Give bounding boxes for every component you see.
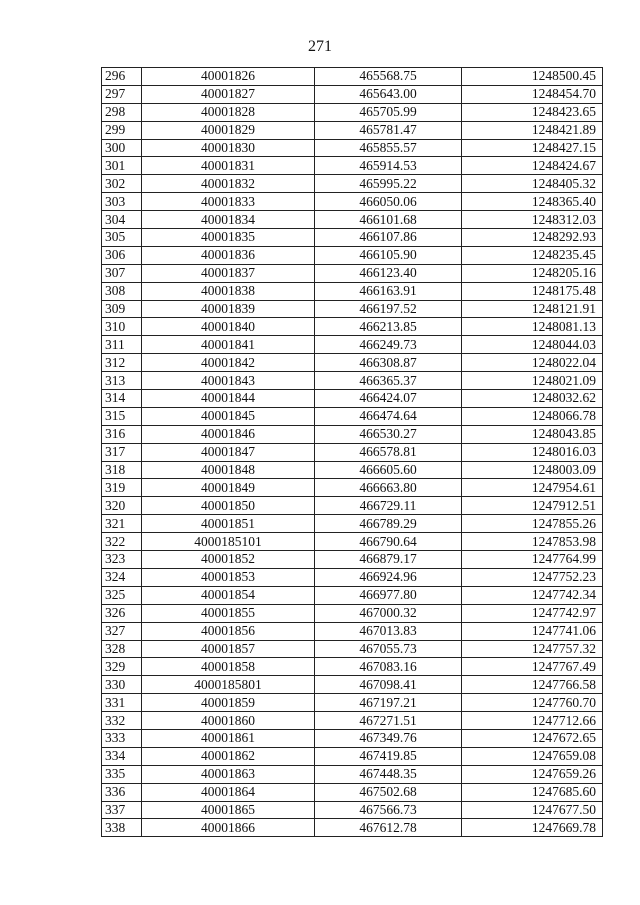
y-coordinate-cell: 1247853.98 [462,533,603,551]
row-number-cell: 307 [102,264,142,282]
row-number-cell: 328 [102,640,142,658]
row-number-cell: 332 [102,712,142,730]
x-coordinate-cell: 467083.16 [315,658,462,676]
point-id-cell: 40001862 [142,747,315,765]
x-coordinate-cell: 466879.17 [315,551,462,569]
x-coordinate-cell: 466163.91 [315,282,462,300]
x-coordinate-cell: 467349.76 [315,729,462,747]
x-coordinate-cell: 466101.68 [315,211,462,229]
x-coordinate-cell: 466424.07 [315,390,462,408]
table-row [102,336,603,354]
x-coordinate-cell: 466107.86 [315,229,462,247]
row-number-cell: 333 [102,729,142,747]
table-row [102,747,603,765]
y-coordinate-cell: 1248016.03 [462,443,603,461]
table-row [102,783,603,801]
y-coordinate-cell: 1247764.99 [462,551,603,569]
table-row [102,300,603,318]
x-coordinate-cell: 466530.27 [315,425,462,443]
point-id-cell: 40001852 [142,551,315,569]
y-coordinate-cell: 1248421.89 [462,121,603,139]
x-coordinate-cell: 466729.11 [315,497,462,515]
table-row [102,282,603,300]
y-coordinate-cell: 1248424.67 [462,157,603,175]
point-id-cell: 40001836 [142,246,315,264]
y-coordinate-cell: 1248423.65 [462,103,603,121]
y-coordinate-cell: 1248081.13 [462,318,603,336]
table-row [102,497,603,515]
table-row [102,604,603,622]
row-number-cell: 322 [102,533,142,551]
point-id-cell: 40001840 [142,318,315,336]
row-number-cell: 301 [102,157,142,175]
point-id-cell: 40001857 [142,640,315,658]
row-number-cell: 317 [102,443,142,461]
x-coordinate-cell: 465914.53 [315,157,462,175]
x-coordinate-cell: 467197.21 [315,694,462,712]
y-coordinate-cell: 1247954.61 [462,479,603,497]
y-coordinate-cell: 1247685.60 [462,783,603,801]
x-coordinate-cell: 466663.80 [315,479,462,497]
x-coordinate-cell: 465855.57 [315,139,462,157]
point-id-cell: 40001842 [142,354,315,372]
point-id-cell: 40001839 [142,300,315,318]
point-id-cell: 40001828 [142,103,315,121]
x-coordinate-cell: 466578.81 [315,443,462,461]
row-number-cell: 302 [102,175,142,193]
table-row [102,586,603,604]
table-row [102,390,603,408]
x-coordinate-cell: 466605.60 [315,461,462,479]
row-number-cell: 313 [102,372,142,390]
row-number-cell: 330 [102,676,142,694]
y-coordinate-cell: 1248003.09 [462,461,603,479]
y-coordinate-cell: 1247659.26 [462,765,603,783]
table-row [102,68,603,86]
table-row [102,676,603,694]
y-coordinate-cell: 1247855.26 [462,515,603,533]
point-id-cell: 40001833 [142,193,315,211]
x-coordinate-cell: 466105.90 [315,246,462,264]
x-coordinate-cell: 467448.35 [315,765,462,783]
x-coordinate-cell: 466123.40 [315,264,462,282]
table-row [102,622,603,640]
row-number-cell: 310 [102,318,142,336]
y-coordinate-cell: 1248032.62 [462,390,603,408]
row-number-cell: 308 [102,282,142,300]
point-id-cell: 40001827 [142,85,315,103]
row-number-cell: 309 [102,300,142,318]
y-coordinate-cell: 1248044.03 [462,336,603,354]
table-row [102,229,603,247]
table-row [102,318,603,336]
row-number-cell: 311 [102,336,142,354]
table-row [102,443,603,461]
row-number-cell: 325 [102,586,142,604]
table-row [102,407,603,425]
row-number-cell: 303 [102,193,142,211]
row-number-cell: 315 [102,407,142,425]
point-id-cell: 40001837 [142,264,315,282]
y-coordinate-cell: 1247742.97 [462,604,603,622]
point-id-cell: 40001855 [142,604,315,622]
table-row [102,103,603,121]
row-number-cell: 338 [102,819,142,837]
point-id-cell: 40001851 [142,515,315,533]
x-coordinate-cell: 465643.00 [315,85,462,103]
point-id-cell: 40001841 [142,336,315,354]
x-coordinate-cell: 467013.83 [315,622,462,640]
x-coordinate-cell: 466365.37 [315,372,462,390]
row-number-cell: 337 [102,801,142,819]
y-coordinate-cell: 1248021.09 [462,372,603,390]
point-id-cell: 40001829 [142,121,315,139]
row-number-cell: 306 [102,246,142,264]
row-number-cell: 298 [102,103,142,121]
table-row [102,658,603,676]
point-id-cell: 40001832 [142,175,315,193]
x-coordinate-cell: 466790.64 [315,533,462,551]
y-coordinate-cell: 1248405.32 [462,175,603,193]
y-coordinate-cell: 1248427.15 [462,139,603,157]
x-coordinate-cell: 467612.78 [315,819,462,837]
table-row [102,264,603,282]
x-coordinate-cell: 466213.85 [315,318,462,336]
row-number-cell: 329 [102,658,142,676]
point-id-cell: 40001858 [142,658,315,676]
table-row [102,551,603,569]
table-row [102,193,603,211]
x-coordinate-cell: 466789.29 [315,515,462,533]
table-row [102,479,603,497]
x-coordinate-cell: 467419.85 [315,747,462,765]
point-id-cell: 4000185801 [142,676,315,694]
table-row [102,121,603,139]
x-coordinate-cell: 467055.73 [315,640,462,658]
point-id-cell: 4000185101 [142,533,315,551]
x-coordinate-cell: 467000.32 [315,604,462,622]
x-coordinate-cell: 466924.96 [315,568,462,586]
table-row [102,354,603,372]
y-coordinate-cell: 1247742.34 [462,586,603,604]
y-coordinate-cell: 1247757.32 [462,640,603,658]
y-coordinate-cell: 1248066.78 [462,407,603,425]
point-id-cell: 40001830 [142,139,315,157]
y-coordinate-cell: 1248500.45 [462,68,603,86]
y-coordinate-cell: 1247677.50 [462,801,603,819]
y-coordinate-cell: 1247752.23 [462,568,603,586]
y-coordinate-cell: 1248205.16 [462,264,603,282]
coordinates-table [101,67,603,837]
table-row [102,765,603,783]
row-number-cell: 323 [102,551,142,569]
row-number-cell: 312 [102,354,142,372]
table-row [102,729,603,747]
table-row [102,533,603,551]
table-row [102,372,603,390]
y-coordinate-cell: 1248043.85 [462,425,603,443]
table-row [102,157,603,175]
y-coordinate-cell: 1248312.03 [462,211,603,229]
x-coordinate-cell: 466308.87 [315,354,462,372]
x-coordinate-cell: 466977.80 [315,586,462,604]
point-id-cell: 40001847 [142,443,315,461]
row-number-cell: 300 [102,139,142,157]
x-coordinate-cell: 465568.75 [315,68,462,86]
table-row [102,175,603,193]
row-number-cell: 316 [102,425,142,443]
point-id-cell: 40001831 [142,157,315,175]
x-coordinate-cell: 467271.51 [315,712,462,730]
row-number-cell: 331 [102,694,142,712]
table-row [102,515,603,533]
row-number-cell: 324 [102,568,142,586]
row-number-cell: 327 [102,622,142,640]
table-row [102,461,603,479]
table-row [102,694,603,712]
point-id-cell: 40001863 [142,765,315,783]
point-id-cell: 40001838 [142,282,315,300]
y-coordinate-cell: 1248365.40 [462,193,603,211]
y-coordinate-cell: 1247760.70 [462,694,603,712]
point-id-cell: 40001856 [142,622,315,640]
row-number-cell: 326 [102,604,142,622]
point-id-cell: 40001860 [142,712,315,730]
x-coordinate-cell: 467502.68 [315,783,462,801]
point-id-cell: 40001861 [142,729,315,747]
row-number-cell: 299 [102,121,142,139]
table-row [102,425,603,443]
y-coordinate-cell: 1247767.49 [462,658,603,676]
coordinates-table-body [102,68,603,837]
x-coordinate-cell: 466474.64 [315,407,462,425]
row-number-cell: 297 [102,85,142,103]
x-coordinate-cell: 465995.22 [315,175,462,193]
row-number-cell: 314 [102,390,142,408]
x-coordinate-cell: 466197.52 [315,300,462,318]
point-id-cell: 40001850 [142,497,315,515]
row-number-cell: 335 [102,765,142,783]
point-id-cell: 40001834 [142,211,315,229]
y-coordinate-cell: 1248454.70 [462,85,603,103]
y-coordinate-cell: 1247669.78 [462,819,603,837]
table-row [102,85,603,103]
y-coordinate-cell: 1248175.48 [462,282,603,300]
table-row [102,211,603,229]
table-row [102,819,603,837]
row-number-cell: 319 [102,479,142,497]
table-row [102,568,603,586]
row-number-cell: 321 [102,515,142,533]
point-id-cell: 40001854 [142,586,315,604]
y-coordinate-cell: 1248235.45 [462,246,603,264]
x-coordinate-cell: 467566.73 [315,801,462,819]
row-number-cell: 296 [102,68,142,86]
table-row [102,640,603,658]
x-coordinate-cell: 466249.73 [315,336,462,354]
point-id-cell: 40001864 [142,783,315,801]
page-number: 271 [308,38,332,55]
row-number-cell: 304 [102,211,142,229]
y-coordinate-cell: 1248121.91 [462,300,603,318]
y-coordinate-cell: 1248292.93 [462,229,603,247]
point-id-cell: 40001865 [142,801,315,819]
point-id-cell: 40001859 [142,694,315,712]
y-coordinate-cell: 1247912.51 [462,497,603,515]
table-row [102,139,603,157]
y-coordinate-cell: 1248022.04 [462,354,603,372]
row-number-cell: 334 [102,747,142,765]
y-coordinate-cell: 1247672.65 [462,729,603,747]
x-coordinate-cell: 466050.06 [315,193,462,211]
point-id-cell: 40001866 [142,819,315,837]
table-row [102,712,603,730]
point-id-cell: 40001826 [142,68,315,86]
point-id-cell: 40001843 [142,372,315,390]
point-id-cell: 40001844 [142,390,315,408]
row-number-cell: 318 [102,461,142,479]
point-id-cell: 40001853 [142,568,315,586]
point-id-cell: 40001846 [142,425,315,443]
row-number-cell: 320 [102,497,142,515]
y-coordinate-cell: 1247766.58 [462,676,603,694]
table-row [102,246,603,264]
x-coordinate-cell: 465781.47 [315,121,462,139]
row-number-cell: 336 [102,783,142,801]
y-coordinate-cell: 1247659.08 [462,747,603,765]
point-id-cell: 40001835 [142,229,315,247]
point-id-cell: 40001849 [142,479,315,497]
y-coordinate-cell: 1247712.66 [462,712,603,730]
point-id-cell: 40001848 [142,461,315,479]
point-id-cell: 40001845 [142,407,315,425]
y-coordinate-cell: 1247741.06 [462,622,603,640]
table-row [102,801,603,819]
x-coordinate-cell: 467098.41 [315,676,462,694]
x-coordinate-cell: 465705.99 [315,103,462,121]
row-number-cell: 305 [102,229,142,247]
